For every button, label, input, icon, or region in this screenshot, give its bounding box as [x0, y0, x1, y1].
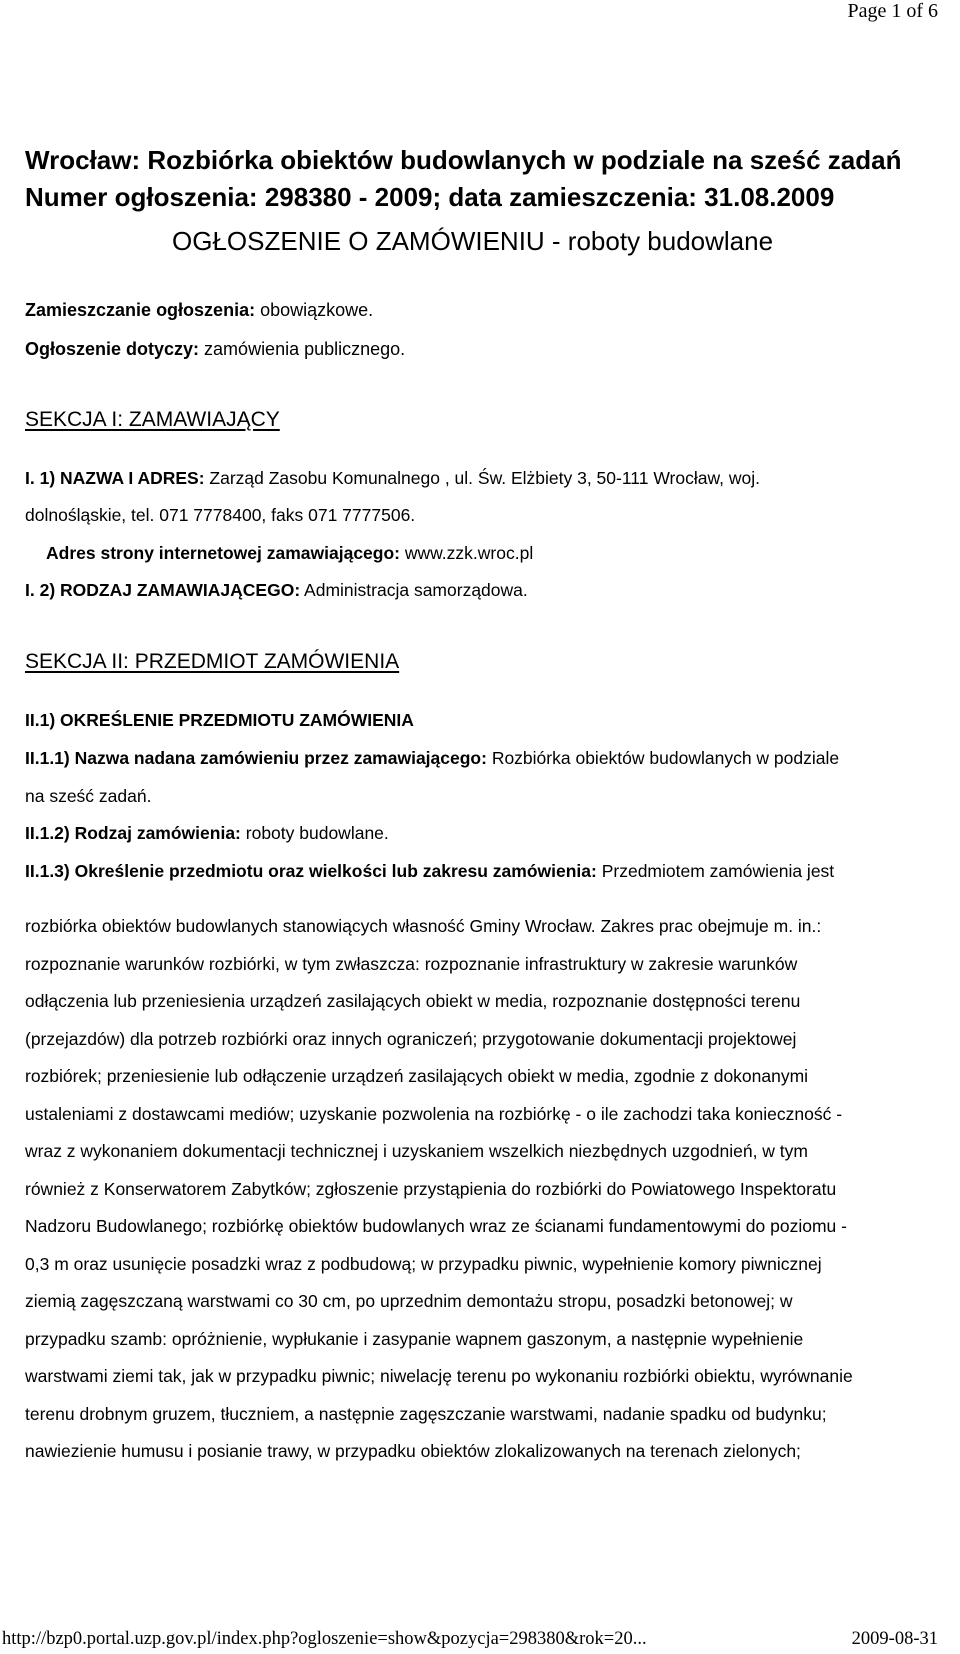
order-scope-label: II.1.3) Określenie przedmiotu oraz wielkości lub zakresu zamówienia:: [25, 861, 597, 881]
order-scope-row: [25, 861, 834, 882]
footer-date: 2009-08-31: [851, 1629, 938, 1649]
scope-line: również z Konserwatorem Zabytków; zgłoszenie przystąpienia do rozbiórki do Powiatowego Inspektoratu: [25, 1178, 837, 1199]
orderer-type-label: I. 2) RODZAJ ZAMAWIAJĄCEGO:: [25, 580, 301, 600]
orderer-type-value: Administracja samorządowa.: [300, 580, 528, 600]
title-line-1: Wrocław: Rozbiórka obiektów budowlanych w podziale na sześć zadań: [25, 145, 902, 175]
scope-line: Nadzoru Budowlanego; rozbiórkę obiektów budowlanych wraz ze ścianami fundamentowymi do poziomu -: [25, 1216, 847, 1236]
placement-label: Zamieszczanie ogłoszenia:: [25, 300, 256, 320]
order-kind-value: roboty budowlane.: [240, 823, 389, 843]
order-scope-paragraph: [25, 908, 945, 1471]
scope-line: ustaleniami z dostawcami mediów; uzyskanie pozwolenia na rozbiórkę - o ile zachodzi taka konieczność -: [25, 1103, 843, 1124]
website-row: [46, 543, 533, 564]
order-kind-label: II.1.2) Rodzaj zamówienia:: [25, 823, 241, 843]
title-line-3: OGŁOSZENIE O ZAMÓWIENIU - roboty budowlane: [172, 226, 774, 256]
order-kind-row: [25, 823, 389, 844]
orderer-address-line-2: dolnośląskie, tel. 071 7778400, faks 071 7777506.: [25, 505, 416, 525]
footer-url[interactable]: http://bzp0.portal.uzp.gov.pl/index.php?ogloszenie=show&pozycja=298380&rok=20...: [2, 1629, 647, 1649]
scope-line: przypadku szamb: opróżnienie, wypłukanie i zasypanie wapnem gaszonym, a następnie wypełnienie: [25, 1328, 804, 1349]
scope-line: (przejazdów) dla potrzeb rozbiórki oraz innych ograniczeń; przygotowanie dokumentacji projektowej: [25, 1028, 797, 1049]
title-line-2: Numer ogłoszenia: 298380 - 2009; data zamieszczenia: 31.08.2009: [25, 182, 835, 212]
scope-line: rozbiórek; przeniesienie lub odłączenie urządzeń zasilających obiekt w media, zgodnie z dokonanymi: [25, 1066, 809, 1086]
scope-line: wraz z wykonaniem dokumentacji technicznej i uzyskaniem wszelkich niezbędnych uzgodnień, w tym: [25, 1141, 808, 1161]
section-1-heading: SEKCJA I: ZAMAWIAJĄCY: [25, 408, 280, 431]
order-name-label: II.1.1) Nazwa nadana zamówieniu przez zamawiającego:: [25, 748, 487, 768]
scope-line: warstwami ziemi tak, jak w przypadku piwnic; niwelację terenu po wykonaniu rozbiórki obiektu, wyrównanie: [25, 1366, 853, 1386]
order-scope-value: Przedmiotem zamówienia jest: [596, 861, 835, 881]
placement-value: obowiązkowe.: [255, 300, 374, 320]
concerns-value: zamówienia publicznego.: [199, 339, 406, 359]
orderer-name-value: Zarząd Zasobu Komunalnego , ul. Św. Elżbiety 3, 50-111 Wrocław, woj.: [204, 468, 760, 488]
website-link[interactable]: www.zzk.wroc.pl: [400, 543, 534, 563]
placement-row: [25, 300, 373, 321]
scope-line: nawiezienie humusu i posianie trawy, w przypadku obiektów zlokalizowanych na terenach zielonych;: [25, 1441, 801, 1461]
concerns-row: [25, 339, 405, 360]
orderer-name-row: [25, 468, 760, 489]
scope-line: terenu drobnym gruzem, tłuczniem, a następnie zagęszczanie warstwami, nadanie spadku od budynku;: [25, 1403, 827, 1424]
scope-line: rozbiórka obiektów budowlanych stanowiących własność Gminy Wrocław. Zakres prac obejmuje m. in.:: [25, 916, 822, 936]
section-2-heading: SEKCJA II: PRZEDMIOT ZAMÓWIENIA: [25, 650, 400, 673]
order-name-value: Rozbiórka obiektów budowlanych w podziale: [486, 748, 840, 768]
page-number: Page 1 of 6: [847, 0, 938, 22]
scope-line: ziemią zagęszczaną warstwami co 30 cm, po uprzednim demontażu stropu, posadzki betonowej; w: [25, 1291, 793, 1311]
orderer-name-label: I. 1) NAZWA I ADRES:: [25, 468, 205, 488]
order-name-line-2: na sześć zadań.: [25, 786, 152, 806]
scope-line: 0,3 m oraz usunięcie posadzki wraz z podbudową; w przypadku piwnic, wypełnienie komory piwnicznej: [25, 1253, 822, 1274]
orderer-type-row: [25, 580, 528, 601]
website-label: Adres strony internetowej zamawiającego:: [46, 543, 400, 563]
section-2-subheading: II.1) OKREŚLENIE PRZEDMIOTU ZAMÓWIENIA: [25, 710, 414, 730]
scope-line: rozpoznanie warunków rozbiórki, w tym zwłaszcza: rozpoznanie infrastruktury w zakresie warunków: [25, 953, 798, 974]
scope-line: odłączenia lub przeniesienia urządzeń zasilających obiekt w media, rozpoznanie dostępności terenu: [25, 991, 801, 1011]
concerns-label: Ogłoszenie dotyczy:: [25, 339, 200, 359]
order-name-row: [25, 748, 839, 769]
